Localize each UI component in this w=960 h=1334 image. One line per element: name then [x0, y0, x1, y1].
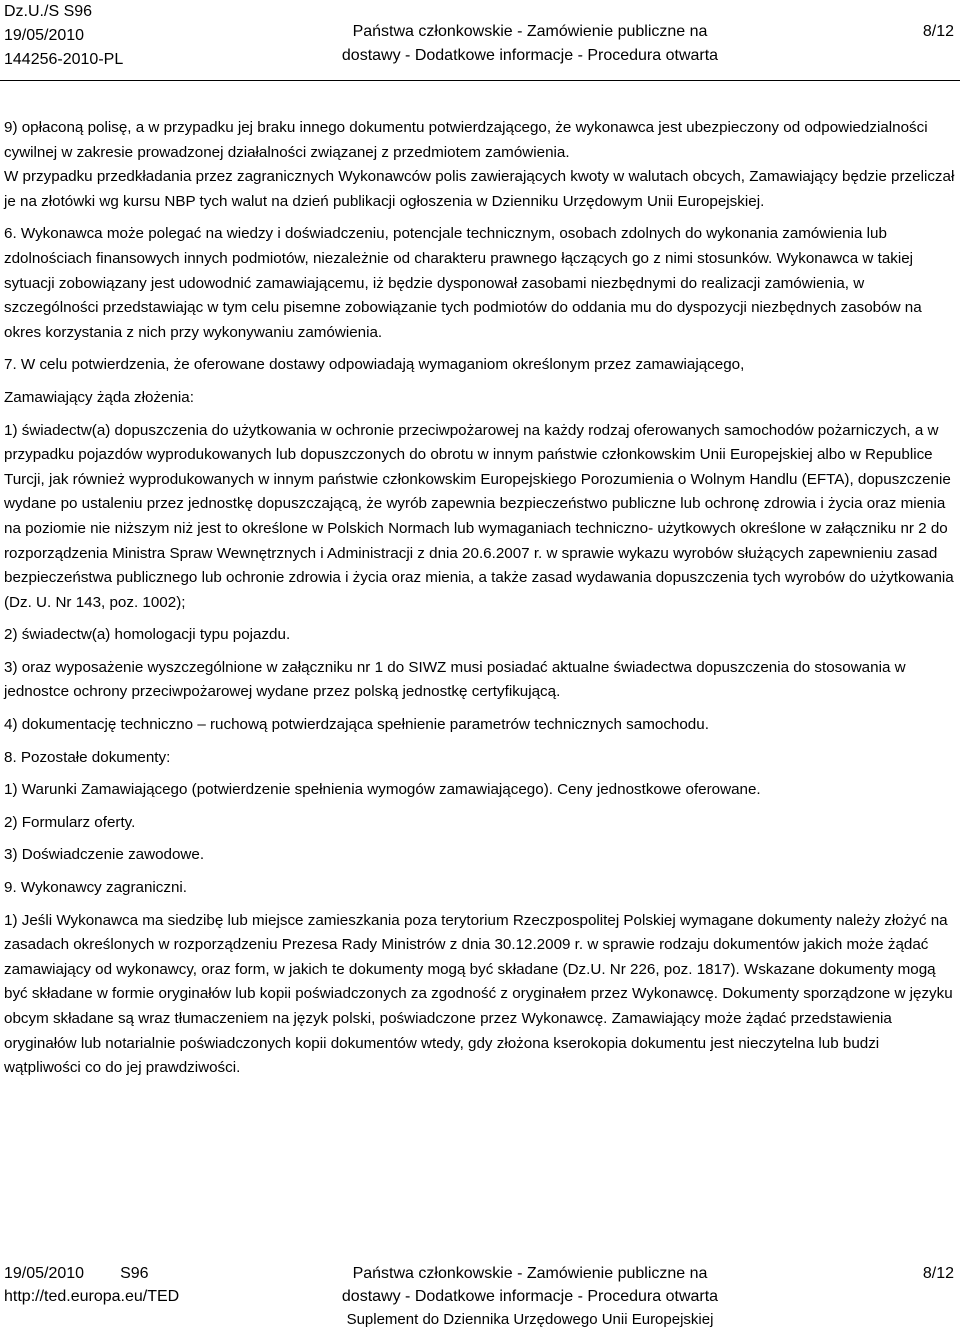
header-journal-ref: Dz.U./S S96: [4, 3, 93, 20]
footer-title-line-1: Państwa członkowskie - Zamówienie publiczne na: [352, 1265, 708, 1282]
paragraph: 7. W celu potwierdzenia, że oferowane dostawy odpowiadają wymaganiom określonym przez zamawiającego,: [4, 356, 745, 374]
header-title-line-1: Państwa członkowskie - Zamówienie publiczne na: [352, 23, 708, 40]
page-header: [0, 0, 960, 80]
header-left: [4, 0, 123, 72]
page-footer: [0, 1262, 960, 1332]
paragraph: 2) świadectw(a) homologacji typu pojazdu.: [4, 626, 291, 644]
paragraph: Zamawiający żąda złożenia:: [4, 388, 194, 406]
paragraph: W przypadku przedkładania przez zagranicznych Wykonawców polis zawierających kwoty w walutach obcych, Zamawiający będzie przeliczał je na złotówki wg kursu NBP tych walut na dzień publikacji ogłoszenia w Dzienniku Urzędowym Unii Europejskiej.: [4, 168, 955, 210]
header-notice-id: 144256-2010-PL: [4, 51, 124, 68]
footer-url[interactable]: http://ted.europa.eu/TED: [4, 1288, 180, 1305]
paragraph: 8. Pozostałe dokumenty:: [4, 748, 171, 766]
footer-left: [4, 1262, 179, 1308]
paragraph: 1) Warunki Zamawiającego (potwierdzenie spełnienia wymogów zamawiającego). Ceny jednostkowe oferowane.: [4, 781, 761, 799]
footer-series: S96: [120, 1265, 149, 1282]
header-page-number: 8/12: [922, 23, 954, 40]
paragraph: 9) opłaconą polisę, a w przypadku jej braku innego dokumentu potwierdzającego, że wykonawca jest ubezpieczony od odpowiedzialności cywilnej w zakresie prowadzonej działalności związanej z przedmiotem zamówienia.: [4, 119, 928, 161]
footer-center: [290, 1262, 770, 1331]
paragraph: 9. Wykonawcy zagraniczni.: [4, 879, 188, 897]
header-date: 19/05/2010: [4, 27, 85, 44]
paragraph: 1) Jeśli Wykonawca ma siedzibę lub miejsce zamieszkania poza terytorium Rzeczpospolitej Polskiej wymagane dokumenty należy złożyć na zasadach określonych w rozporządzeniu Prezesa Rady Ministrów z dnia 30.12.2009 r. w sprawie rodzaju dokumentów jakich może żądać zamawiający od wykonawcy, oraz form, w jakich te dokumenty mogą być składane (Dz.U. Nr 226, poz. 1817). Wskazane dokumenty mogą być składane w formie oryginałów lub kopii poświadczonych za zgodność z oryginałem przez Wykonawcę. Dokumenty sporządzone w języku obcym składane są wraz tłumaczeniem na język polski, poświadczone przez Wykonawcę. Zamawiający może żądać przedstawienia oryginałów lub notarialnie poświadczonych kopii dokumentów wtedy, gdy złożona kserokopia dokumentu jest nieczytelna lub budzi wątpliwości co do jej prawdziwości.: [4, 911, 953, 1077]
paragraph: 2) Formularz oferty.: [4, 813, 136, 831]
footer-supplement: Suplement do Dziennika Urzędowego Unii Europejskiej: [346, 1311, 714, 1328]
footer-title-line-2: dostawy - Dodatkowe informacje - Procedura otwarta: [341, 1288, 719, 1305]
footer-date: 19/05/2010: [4, 1265, 85, 1282]
paragraph: 1) świadectw(a) dopuszczenia do użytkowania w ochronie przeciwpożarowej na każdy rodzaj oferowanych samochodów pożarniczych, a w przypadku pojazdów wyprodukowanych lub dopuszczonych do obrotu w innym państwie członkowskim Unii Europejskiej albo w Republice Turcji, jak również wyprodukowanych w innym państwie członkowskim Europejskiego Porozumienia o Wolnym Handlu (EFTA), dopuszczenie wydane po ustaleniu przez jednostkę dopuszczającą, że wyrób zapewnia bezpieczeństwo publiczne lub ochronę zdrowia i życia oraz mienia na poziomie nie niższym niż jest to określone w Polskich Normach lub wymaganiach techniczno- użytkowych określone w załączniku nr 2 do rozporządzenia Ministra Spraw Wewnętrznych i Administracji z dnia 20.6.2007 r. w sprawie wykazu wyrobów służących zapewnieniu zasad bezpieczeństwa publicznego lub ochronie zdrowia i życia oraz mienia, a także zasad wydawania dopuszczenia tych wyrobów do użytkowania (Dz. U. Nr 143, poz. 1002);: [4, 421, 954, 611]
paragraph: 3) oraz wyposażenie wyszczególnione w załączniku nr 1 do SIWZ musi posiadać aktualne świadectwa dopuszczenia do stosowania w jednostce ochrony przeciwpożarowej wydane przez polską jednostkę certyfikującą.: [4, 658, 906, 701]
document-body: [4, 116, 956, 1089]
paragraph: 6. Wykonawca może polegać na wiedzy i doświadczeniu, potencjale technicznym, osobach zdolnych do wykonania zamówienia lub zdolnościach finansowych innych podmiotów, niezależnie od charakteru prawnego łączących go z nimi stosunków. Wykonawca w takiej sytuacji zobowiązany jest udowodnić zamawiającemu, iż będzie dysponował zasobami niezbędnymi do realizacji zamówienia, w szczególności przedstawiając w tym celu pisemne zobowiązanie tych podmiotów do oddania mu do dyspozycji niezbędnych zasobów na okres korzystania z nich przy wykonywaniu zamówienia.: [4, 225, 922, 341]
header-center: [330, 20, 730, 68]
paragraph: 3) Doświadczenie zawodowe.: [4, 846, 205, 864]
header-title-line-2: dostawy - Dodatkowe informacje - Procedura otwarta: [341, 47, 719, 64]
paragraph: 4) dokumentację techniczno – ruchową potwierdzająca spełnienie parametrów technicznych samochodu.: [4, 716, 709, 734]
footer-page-number: 8/12: [922, 1265, 954, 1282]
header-divider: [0, 80, 960, 81]
